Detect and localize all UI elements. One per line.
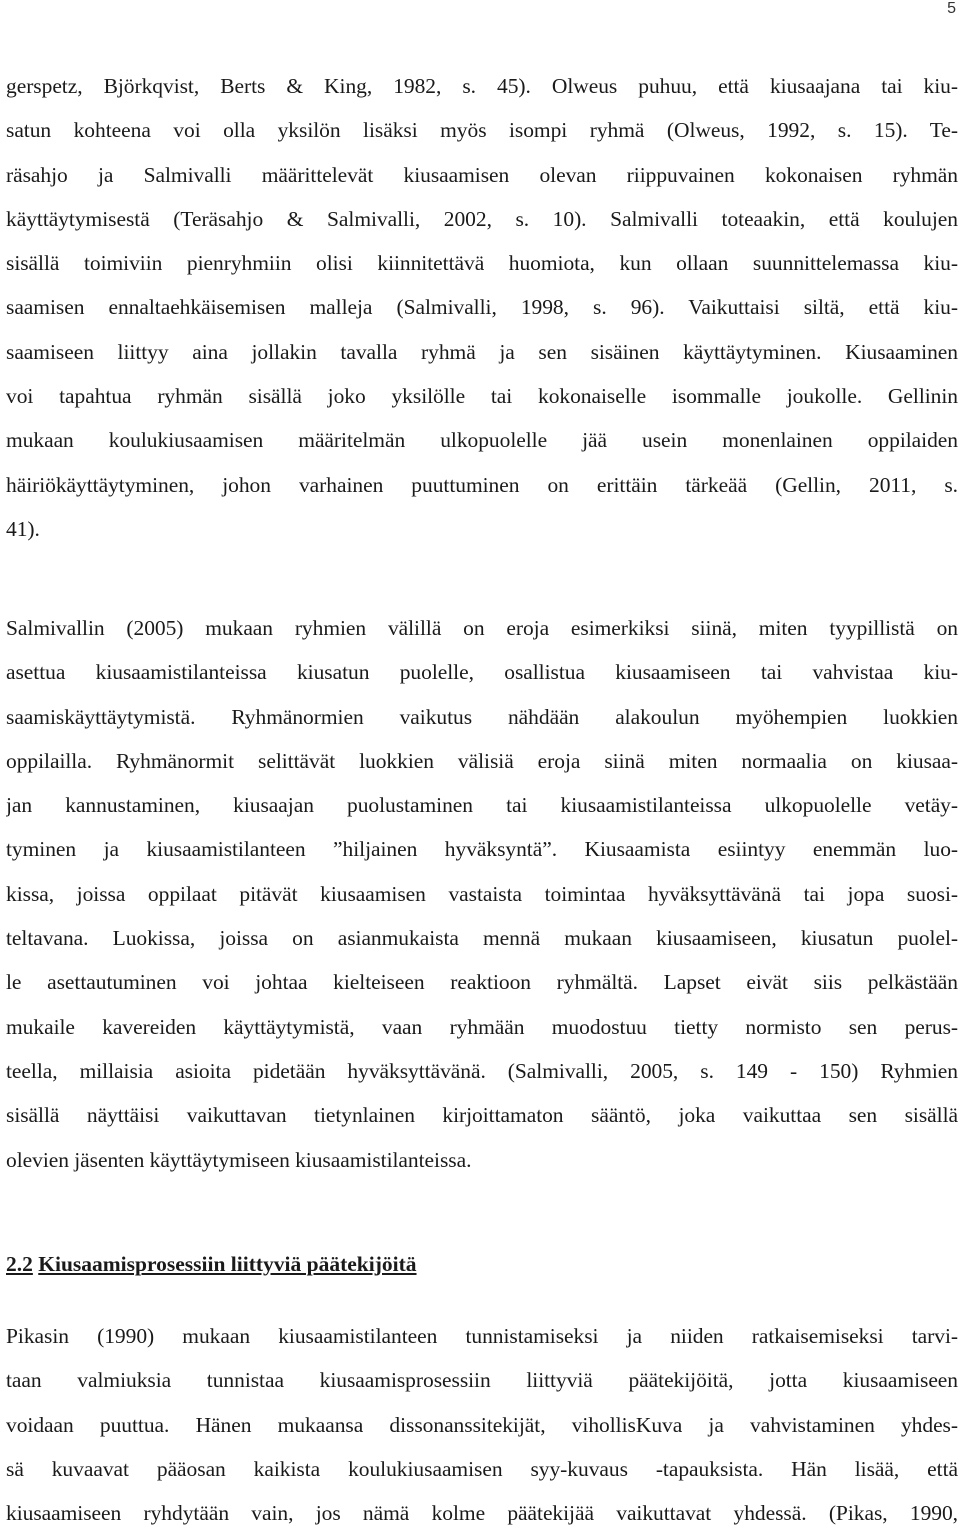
text-line: tyminen ja kiusaamistilanteen ”hiljainen hyväksyntä”. Kiusaamista esiintyy enemmän luo-	[6, 837, 958, 862]
text-line: teella, millaisia asioita pidetään hyväksyttävänä. (Salmivalli, 2005, s. 149 - 150) Ryhmien	[6, 1058, 958, 1083]
text-line: satun kohteena voi olla yksilön lisäksi myös isompi ryhmä (Olweus, 1992, s. 15). Te-	[6, 118, 958, 143]
text-line: häiriökäyttäytyminen, johon varhainen puuttuminen on erittäin tärkeää (Gellin, 2011, s.	[6, 472, 958, 497]
text-line: sisällä toimiviin pienryhmiin olisi kiinnitettävä huomiota, kun ollaan suunnittelemassa kiu-	[6, 251, 958, 276]
text-line: mukaan koulukiusaamisen määritelmän ulkopuolelle jää usein monenlainen oppilaiden	[6, 428, 958, 453]
text-line: oppilailla. Ryhmänormit selittävät luokkien välisiä eroja siinä miten normaalia on kiusaa-	[6, 748, 958, 773]
text-line: saamisen ennaltaehkäisemisen malleja (Salmivalli, 1998, s. 96). Vaikuttaisi siltä, että kiu-	[6, 295, 958, 320]
section-title: Kiusaamisprosessiin liittyviä päätekijöitä	[38, 1252, 417, 1276]
text-line: voi tapahtua ryhmän sisällä joko yksilölle tai kokonaiselle isommalle joukolle. Gellinin	[6, 384, 958, 409]
paragraph-2	[6, 606, 958, 1182]
text-line: olevien jäsenten käyttäytymiseen kiusaamistilanteissa.	[6, 1147, 472, 1172]
text-line: sä kuvaavat pääosan kaikista koulukiusaamisen syy-kuvaus -tapauksista. Hän lisää, että	[6, 1456, 958, 1481]
text-line: käyttäytymisestä (Teräsahjo & Salmivalli, 2002, s. 10). Salmivalli toteaakin, että koulujen	[6, 206, 958, 231]
text-line: Salmivallin (2005) mukaan ryhmien välillä on eroja esimerkiksi siinä, miten tyypillistä on	[6, 616, 958, 640]
paragraph-1	[6, 64, 958, 551]
text-line: 41).	[6, 516, 40, 541]
section-heading	[6, 1242, 417, 1286]
text-line: saamiseen liittyy aina jollakin tavalla ryhmä ja sen sisäinen käyttäytyminen. Kiusaaminen	[6, 339, 958, 364]
text-line: sisällä näyttäisi vaikuttavan tietynlainen kirjoittamaton sääntö, joka vaikuttaa sen sisällä	[6, 1103, 958, 1128]
text-line: le asettautuminen voi johtaa kielteiseen reaktioon ryhmältä. Lapset eivät siis pelkästään	[6, 970, 958, 995]
text-line: teltavana. Luokissa, joissa on asianmukaista mennä mukaan kiusaamiseen, kiusatun puolel-	[6, 926, 958, 951]
page-number: 5	[947, 0, 956, 17]
section-number: 2.2	[6, 1252, 33, 1276]
text-line: saamiskäyttäytymistä. Ryhmänormien vaikutus nähdään alakoulun myöhempien luokkien	[6, 704, 958, 729]
paragraph-3	[6, 1314, 958, 1535]
text-line: kiusaamiseen ryhdytään vain, jos nämä kolme päätekijää vaikuttavat yhdessä. (Pikas, 1990,	[6, 1501, 958, 1526]
text-line: voidaan puuttua. Hänen mukaansa dissonanssitekijät, vihollisKuva ja vahvistaminen yhdes-	[6, 1412, 958, 1437]
text-line: Pikasin (1990) mukaan kiusaamistilanteen tunnistamiseksi ja niiden ratkaisemiseksi tarvi-	[6, 1324, 958, 1348]
text-line: mukaile kavereiden käyttäytymistä, vaan ryhmään muodostuu tietty normisto sen perus-	[6, 1014, 958, 1039]
text-line: asettua kiusaamistilanteissa kiusatun puolelle, osallistua kiusaamiseen tai vahvistaa kiu-	[6, 660, 958, 685]
text-line: jan kannustaminen, kiusaajan puolustaminen tai kiusaamistilanteissa ulkopuolelle vetäy-	[6, 793, 958, 818]
text-line: räsahjo ja Salmivalli määrittelevät kiusaamisen olevan riippuvainen kokonaisen ryhmän	[6, 162, 958, 187]
text-line: gerspetz, Björkqvist, Berts & King, 1982, s. 45). Olweus puhuu, että kiusaajana tai kiu-	[6, 74, 958, 98]
text-line: taan valmiuksia tunnistaa kiusaamisprosessiin liittyviä päätekijöitä, jotta kiusaamiseen	[6, 1368, 958, 1393]
text-line: kissa, joissa oppilaat pitävät kiusaamisen vastaista toimintaa hyväksyttävänä tai jopa suosi-	[6, 881, 958, 906]
